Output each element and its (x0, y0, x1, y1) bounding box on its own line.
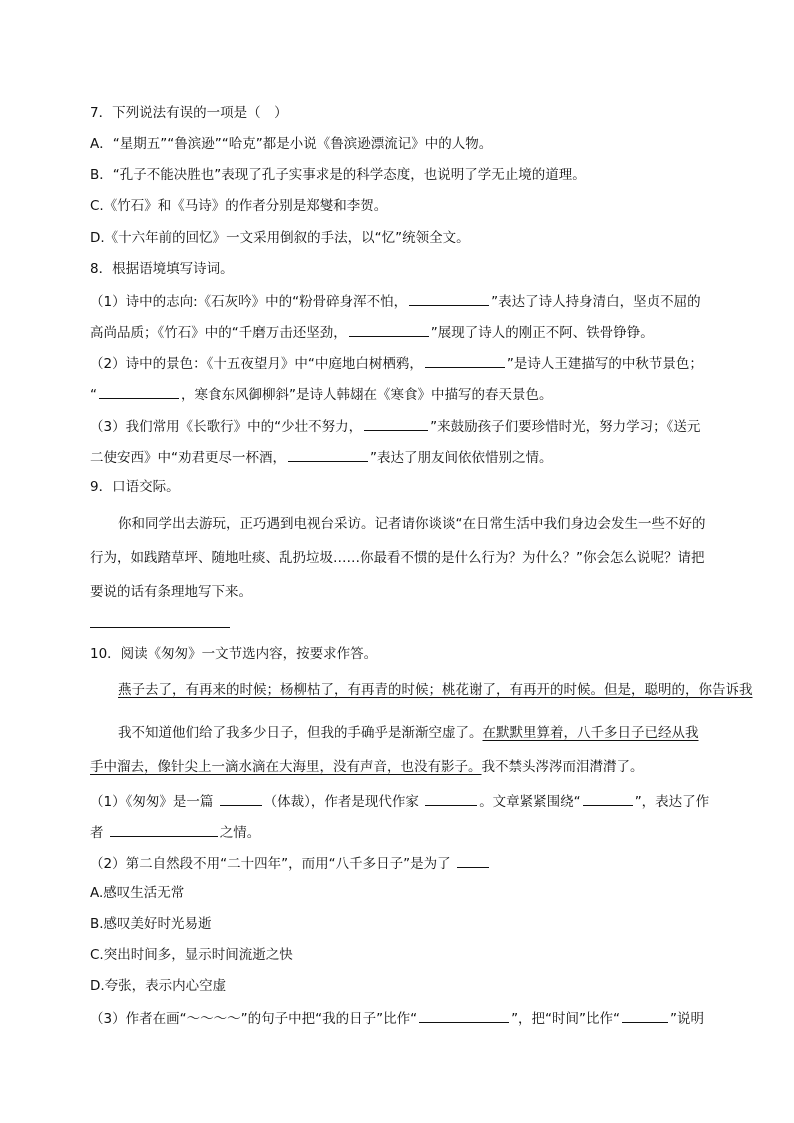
q10-sub3-text-c: ”说明 (670, 1011, 705, 1027)
q10-sub1-text-f: 之情。 (219, 825, 261, 841)
q10-blank-author[interactable] (425, 790, 477, 806)
q10-excerpt-text-a: 我不知道他们给了我多少日子，但我的手确乎是渐渐空虚了。 (118, 725, 483, 741)
q7-option-a: A．“星期五”“鲁滨逊”“哈克”都是小说《鲁滨逊漂流记》中的人物。 (90, 136, 493, 152)
q10-excerpt-wavy-b: 手中溜去，像针尖上一滴水滴在大海里，没有声音，也没有影子。 (90, 759, 482, 775)
q8-stem: 8．根据语境填写诗词。 (90, 261, 234, 277)
q10-sub1-text-a: （1）《匆匆》是一篇 (90, 794, 214, 810)
q9-prompt-line1: 你和同学出去游玩，正巧遇到电视台采访。记者请你谈谈“在日常生活中我们身边会发生一些不好的 (118, 516, 706, 532)
q10-stem: 10．阅读《匆匆》一文节选内容，按要求作答。 (90, 646, 378, 662)
q10-sub2-option-b: B.感叹美好时光易逝 (90, 916, 212, 932)
q10-sub3-text-a: （3）作者在画“～～～～”的句子中把“我的日子”比作“ (90, 1011, 418, 1027)
q10-sub1-text-e: 者 (90, 825, 104, 841)
q9-prompt-line3: 要说的话有条理地写下来。 (90, 584, 252, 600)
q10-sub1-line1 (90, 790, 709, 810)
q10-excerpt-para2 (118, 723, 699, 743)
q10-sub2-option-d: D.夸张，表示内心空虚 (90, 978, 227, 994)
q10-excerpt-wavy-a: 在默默里算着，八千多日子已经从我 (482, 725, 699, 741)
q10-sub3-line1 (90, 1007, 704, 1027)
q8-sub3-line2 (90, 446, 553, 466)
q8-sub3-line1 (90, 415, 700, 435)
q8-blank-6[interactable] (288, 446, 368, 462)
q7-option-c: C.《竹石》和《马诗》的作者分别是郑燮和李贺。 (90, 198, 388, 214)
q10-sub1-text-b: （体裁），作者是现代作家 (263, 794, 419, 810)
q10-sub1-text-c: 。文章紧紧围绕“ (479, 794, 581, 810)
q8-sub1-line2 (90, 321, 654, 341)
q10-sub3-text-b: ”，把“时间”比作“ (511, 1011, 621, 1027)
q10-sub2-option-c: C.突出时间多，显示时间流逝之快 (90, 947, 293, 963)
q8-sub2-text-d: ，寒食东风御柳斜”是诗人韩翃在《寒食》中描写的春天景色。 (181, 387, 553, 403)
q8-sub2-line2 (90, 383, 553, 403)
q8-sub3-text-a: （3）我们常用《长歌行》中的“少壮不努力， (90, 419, 363, 435)
q8-sub3-text-b: ”来鼓励孩子们要珍惜时光，努力学习；《送元 (430, 419, 701, 435)
q8-blank-3[interactable] (425, 352, 505, 368)
q7-option-b: B．“孔子不能决胜也”表现了孔子实事求是的科学态度，也说明了学无止境的道理。 (90, 167, 586, 183)
q10-sub1-line2 (90, 821, 260, 841)
q10-blank-genre[interactable] (220, 790, 262, 806)
q8-sub3-text-d: ”表达了朋友间依依惜别之情。 (370, 450, 553, 466)
q10-sub2-option-a: A.感叹生活无常 (90, 885, 185, 901)
q10-blank-feeling[interactable] (110, 821, 218, 837)
q7-option-d: D.《十六年前的回忆》一文采用倒叙的手法，以“忆”统领全文。 (90, 230, 470, 246)
q10-sub1-text-d: ”，表达了作 (634, 794, 710, 810)
q8-sub1-text-d: ”展现了诗人的刚正不阿、铁骨铮铮。 (430, 325, 654, 341)
q8-blank-2[interactable] (349, 321, 429, 337)
q10-excerpt-para1: 燕子去了，有再来的时候；杨柳枯了，有再青的时候；桃花谢了，有再开的时候。但是，聪明的，你告诉我 (118, 682, 753, 698)
q10-blank-time[interactable] (622, 1007, 668, 1023)
q9-stem: 9．口语交际。 (90, 479, 180, 495)
q10-blank-days[interactable] (419, 1007, 509, 1023)
q8-sub3-text-c: 二使安西》中“劝君更尽一杯酒， (90, 450, 286, 466)
q9-prompt-line2: 行为，如践踏草坪、随地吐痰、乱扔垃圾……你最看不惯的是什么行为？为什么？”你会怎么说呢？请把 (90, 550, 705, 566)
q9-answer-line[interactable] (90, 627, 230, 628)
q8-blank-4[interactable] (99, 383, 179, 399)
q10-excerpt-text-b: 我不禁头涔涔而泪潸潸了。 (481, 759, 644, 775)
q10-sub2-text: （2）第二自然段不用“二十四年”，而用“八千多日子”是为了 (90, 856, 451, 872)
q8-sub1-text-a: （1）诗中的志向:《石灰吟》中的“粉骨碎身浑不怕， (90, 294, 408, 310)
q8-sub1-text-c: 高尚品质；《竹石》中的“千磨万击还坚劲， (90, 325, 347, 341)
q8-sub2-line1 (90, 352, 703, 372)
q8-blank-5[interactable] (364, 415, 428, 431)
q10-blank-choice[interactable] (457, 852, 489, 868)
q10-blank-theme[interactable] (583, 790, 633, 806)
q8-sub1-text-b: ”表达了诗人持身清白，坚贞不屈的 (491, 294, 701, 310)
q8-sub2-text-c: “ (90, 387, 97, 403)
q8-sub2-text-b: ”是诗人王建描写的中秋节景色； (506, 356, 703, 372)
q8-blank-1[interactable] (409, 290, 489, 306)
q8-sub1-line1 (90, 290, 701, 310)
q10-excerpt-para3 (90, 757, 644, 777)
q10-sub2-stem (90, 852, 491, 872)
q8-sub2-text-a: （2）诗中的景色：《十五夜望月》中“中庭地白树栖鸦， (90, 356, 423, 372)
q7-stem: 7．下列说法有误的一项是（ ） (90, 105, 288, 121)
